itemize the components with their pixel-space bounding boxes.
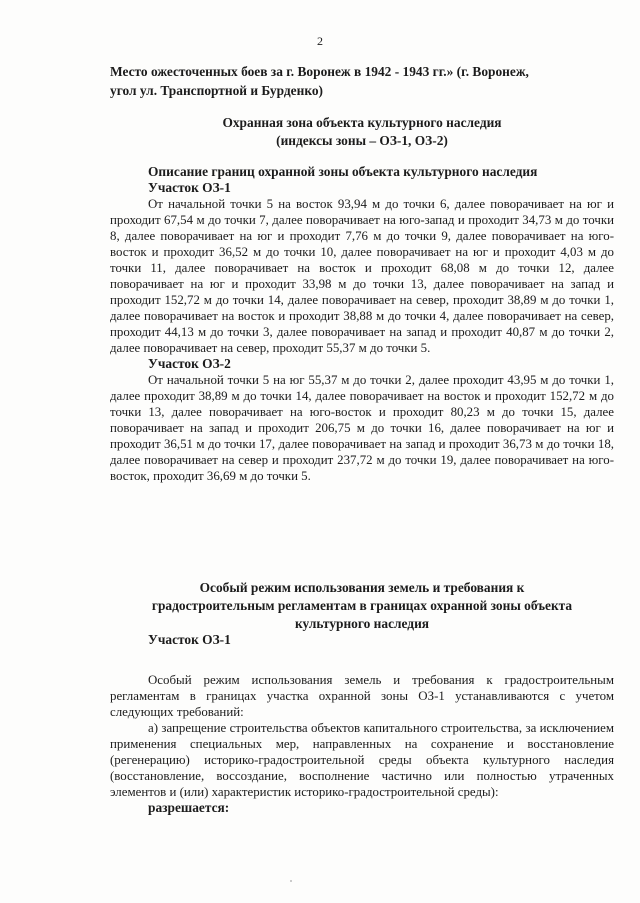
regime-heading-line-2: градостроительным регламентам в границах охранной зоны объекта [151,598,573,613]
boundaries-heading: Описание границ охранной зоны объекта культурного наследия [148,164,538,179]
regime-area-oz1-title: Участок ОЗ-1 [148,632,231,647]
title-line-2: угол ул. Транспортной и Бурденко) [110,83,324,98]
regime-heading-line-3: культурного наследия [294,616,430,631]
regime-intro-paragraph: Особый режим использования земель и требования к градостроительным регламентам в границах участка охранной зоны ОЗ-1 устанавливаются с учетом следующих требований: [110,673,614,719]
regime-heading [110,579,614,633]
document-title [110,62,614,100]
area-oz1-description: От начальной точки 5 на восток 93,94 м до точки 6, далее поворачивает на юг и проходит 67,54 м до точки 7, далее поворачивает на юго-запад и проходит 34,73 м до точки 8, далее поворачивает на юг и проходит 7,76 м до точки 9, далее поворачивает на юго-восток и проходит 36,52 м до точки 10, далее поворачивает на юг и проходит 4,03 м до точки 11, далее поворачивает на восток и проходит 68,08 м до точки 12, далее поворачивает на юг и проходит 33,98 м до точки 13, далее поворачивает на запад и проходит 152,72 м до точки 14, далее поворачивает на север, проходит 38,89 м до точки 1, далее поворачивает на восток и проходит 38,88 м до точки 4, далее поворачивает на север, проходит 44,13 м до точки 3, далее поворачивает на запад и проходит 40,87 м до точки 2, далее поворачивает на север, проходит 55,37 м до точки 5. [110,197,614,355]
scan-speck [290,880,292,882]
zone-heading-line-2: (индексы зоны – ОЗ-1, ОЗ-2) [276,133,448,148]
regime-heading-line-1: Особый режим использования земель и требования к [199,580,525,595]
area-oz2-title: Участок ОЗ-2 [148,356,231,371]
page-number: 2 [317,34,323,48]
zone-heading [110,114,614,150]
zone-heading-line-1: Охранная зона объекта культурного наследия [222,115,502,130]
regime-section [110,632,614,816]
regime-item-a: а) запрещение строительства объектов капитального строительства, за исключением применения специальных мер, направленных на сохранение и восстановление (регенерацию) историко-градостроительной среды объекта культурного наследия (восстановление, воссоздание, восполнение частично или полностью утраченных элементов и (или) характеристик историко-градостроительной среды): [110,721,614,799]
area-oz1-title: Участок ОЗ-1 [148,180,231,195]
allowed-label: разрешается: [148,800,230,815]
boundaries-section [110,164,614,484]
title-line-1: Место ожесточенных боев за г. Воронеж в 1942 - 1943 гг.» (г. Воронеж, [110,64,529,79]
area-oz2-description: От начальной точки 5 на юг 55,37 м до точки 2, далее проходит 43,95 м до точки 1, далее проходит 38,89 м до точки 14, далее поворачивает на восток и проходит 152,72 м до точки 13, далее поворачивает на юго-восток и проходит 80,23 м до точки 15, далее поворачивает на запад и проходит 206,75 м до точки 16, далее поворачивает на юг и проходит 36,51 м до точки 17, далее поворачивает на запад и проходит 36,73 м до точки 18, далее поворачивает на север и проходит 237,72 м до точки 19, далее поворачивает на юго-восток, проходит 36,69 м до точки 5. [110,373,614,483]
